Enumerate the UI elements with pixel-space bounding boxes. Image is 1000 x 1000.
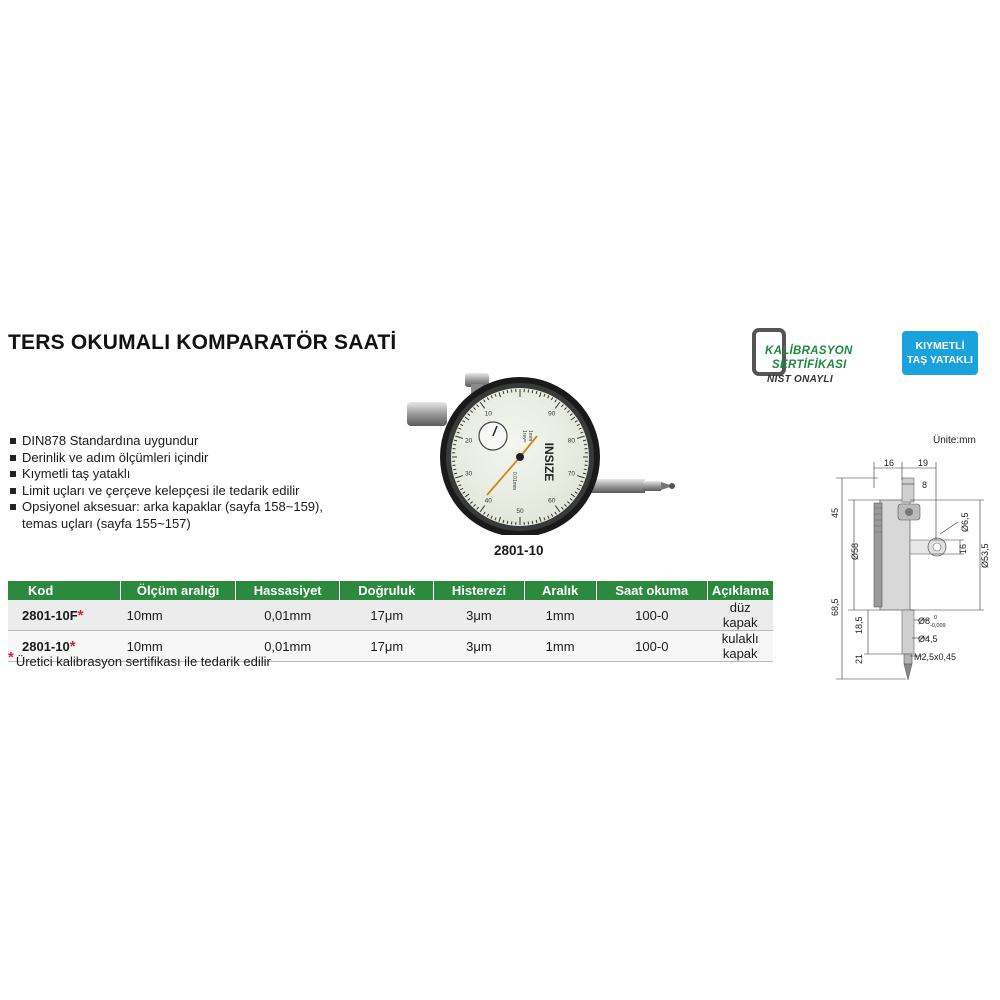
code-value: 2801-10 <box>22 638 70 654</box>
range-cell: 10mm <box>121 631 236 662</box>
dial-tick <box>453 444 456 445</box>
dial-number: 30 <box>465 470 473 478</box>
dial-tick <box>584 469 587 470</box>
dial-number: 50 <box>516 508 524 515</box>
col-header: Kod <box>8 581 121 600</box>
footnote-text: Üretici kalibrasyon sertifikası ile tedarik edilir <box>15 654 271 669</box>
calibration-certificate-badge <box>752 328 887 386</box>
code-value: 2801-10F <box>22 607 78 623</box>
dim-dia4-5: Ø4,5 <box>918 634 938 644</box>
dial-number: 80 <box>567 437 575 445</box>
gauge-spec-text: 1mm <box>527 430 533 442</box>
dial-indicator-image <box>405 370 685 535</box>
dim-thread: M2,5x0,45 <box>914 652 957 662</box>
dim-16b: 16 <box>958 543 968 554</box>
dial-tick <box>507 521 508 524</box>
col-header: Aralık <box>524 581 596 600</box>
dial-number: 90 <box>548 410 556 418</box>
dim-16: 16 <box>884 458 895 468</box>
note-cell: kulaklı kapak <box>707 631 773 662</box>
calibration-badge-line2: SERTİFİKASI <box>772 359 847 371</box>
dim-45: 45 <box>830 507 840 518</box>
code-cell <box>8 600 121 631</box>
technical-drawing <box>818 448 998 688</box>
dim-19: 19 <box>918 458 929 468</box>
dim-68-5: 68,5 <box>830 598 840 616</box>
footnote <box>8 649 271 670</box>
hysteresis-cell: 3μm <box>434 631 524 662</box>
asterisk-mark: * <box>8 649 14 666</box>
asterisk-mark: * <box>77 606 84 624</box>
note-cell: düz kapak <box>707 600 773 631</box>
gauge-spec-text: 0.01mm <box>511 472 517 491</box>
unit-label: Ünite:mm <box>933 435 976 446</box>
dim-dia8: Ø8 <box>918 616 931 626</box>
dial-number: 60 <box>548 497 556 505</box>
calibration-badge-line3: NIST ONAYLI <box>767 374 833 385</box>
jewel-bearing-badge <box>902 331 978 375</box>
interval-cell: 1mm <box>524 631 596 662</box>
model-caption: 2801-10 <box>494 543 544 558</box>
col-header: Saat okuma <box>596 581 707 600</box>
jewel-badge-line1: KIYMETLİ <box>915 340 965 352</box>
dial-tick <box>584 444 587 445</box>
resolution-cell: 0,01mm <box>236 631 340 662</box>
dial-tick <box>453 469 456 470</box>
feature-item: Opsiyonel aksesuar: arka kapaklar (sayfa 158~159), <box>10 499 323 516</box>
dial-tick <box>507 390 508 393</box>
dim-dia53-5: Ø53,5 <box>980 543 990 568</box>
dim-dia58: Ø58 <box>850 542 860 560</box>
col-header: Histerezi <box>434 581 524 600</box>
dial-number: 20 <box>465 437 473 445</box>
spec-table <box>8 581 773 662</box>
interval-cell: 1mm <box>524 600 596 631</box>
reading-cell: 100-0 <box>596 600 707 631</box>
asterisk-mark: * <box>69 637 76 655</box>
page-title: TERS OKUMALI KOMPARATÖR SAATİ <box>8 331 397 354</box>
feature-item: Kıymetli taş yataklı <box>10 466 323 483</box>
table-header-row <box>8 581 773 600</box>
dim-dia8-tol-bottom: -0,009 <box>930 623 946 629</box>
dial-number: 40 <box>484 497 492 505</box>
dim-8: 8 <box>922 480 928 490</box>
reading-cell: 100-0 <box>596 631 707 662</box>
dial-tick <box>532 390 533 393</box>
range-cell: 10mm <box>121 600 236 631</box>
dial-number: 10 <box>484 410 492 418</box>
dial-tick <box>532 521 533 524</box>
dim-18-5: 18,5 <box>854 616 864 634</box>
col-header: Hassasiyet <box>236 581 340 600</box>
feature-list <box>10 433 323 532</box>
gauge-spec-text: 1rev= <box>521 430 527 443</box>
col-header: Açıklama <box>707 581 773 600</box>
dim-dia8-tol-top: 0 <box>934 615 938 621</box>
col-header: Ölçüm aralığı <box>121 581 236 600</box>
calibration-badge-line1: KALİBRASYON <box>765 345 853 357</box>
dial-number: 70 <box>567 470 575 478</box>
feature-item: DIN878 Standardına uygundur <box>10 433 323 450</box>
feature-item: Derinlik ve adım ölçümleri içindir <box>10 450 323 467</box>
col-header: Doğruluk <box>340 581 434 600</box>
table-row <box>8 600 773 631</box>
feature-item: Limit uçları ve çerçeve kelepçesi ile tedarik edilir <box>10 483 323 500</box>
jewel-badge-line2: TAŞ YATAKLI <box>907 354 973 366</box>
feature-item-continuation: temas uçları (sayfa 155~157) <box>22 515 191 531</box>
hysteresis-cell: 3μm <box>434 600 524 631</box>
resolution-cell: 0,01mm <box>236 600 340 631</box>
accuracy-cell: 17μm <box>340 631 434 662</box>
dim-dia6-5: Ø6,5 <box>960 512 970 532</box>
accuracy-cell: 17μm <box>340 600 434 631</box>
dim-21: 21 <box>854 653 864 664</box>
brand-label: INSIZE <box>542 442 556 482</box>
